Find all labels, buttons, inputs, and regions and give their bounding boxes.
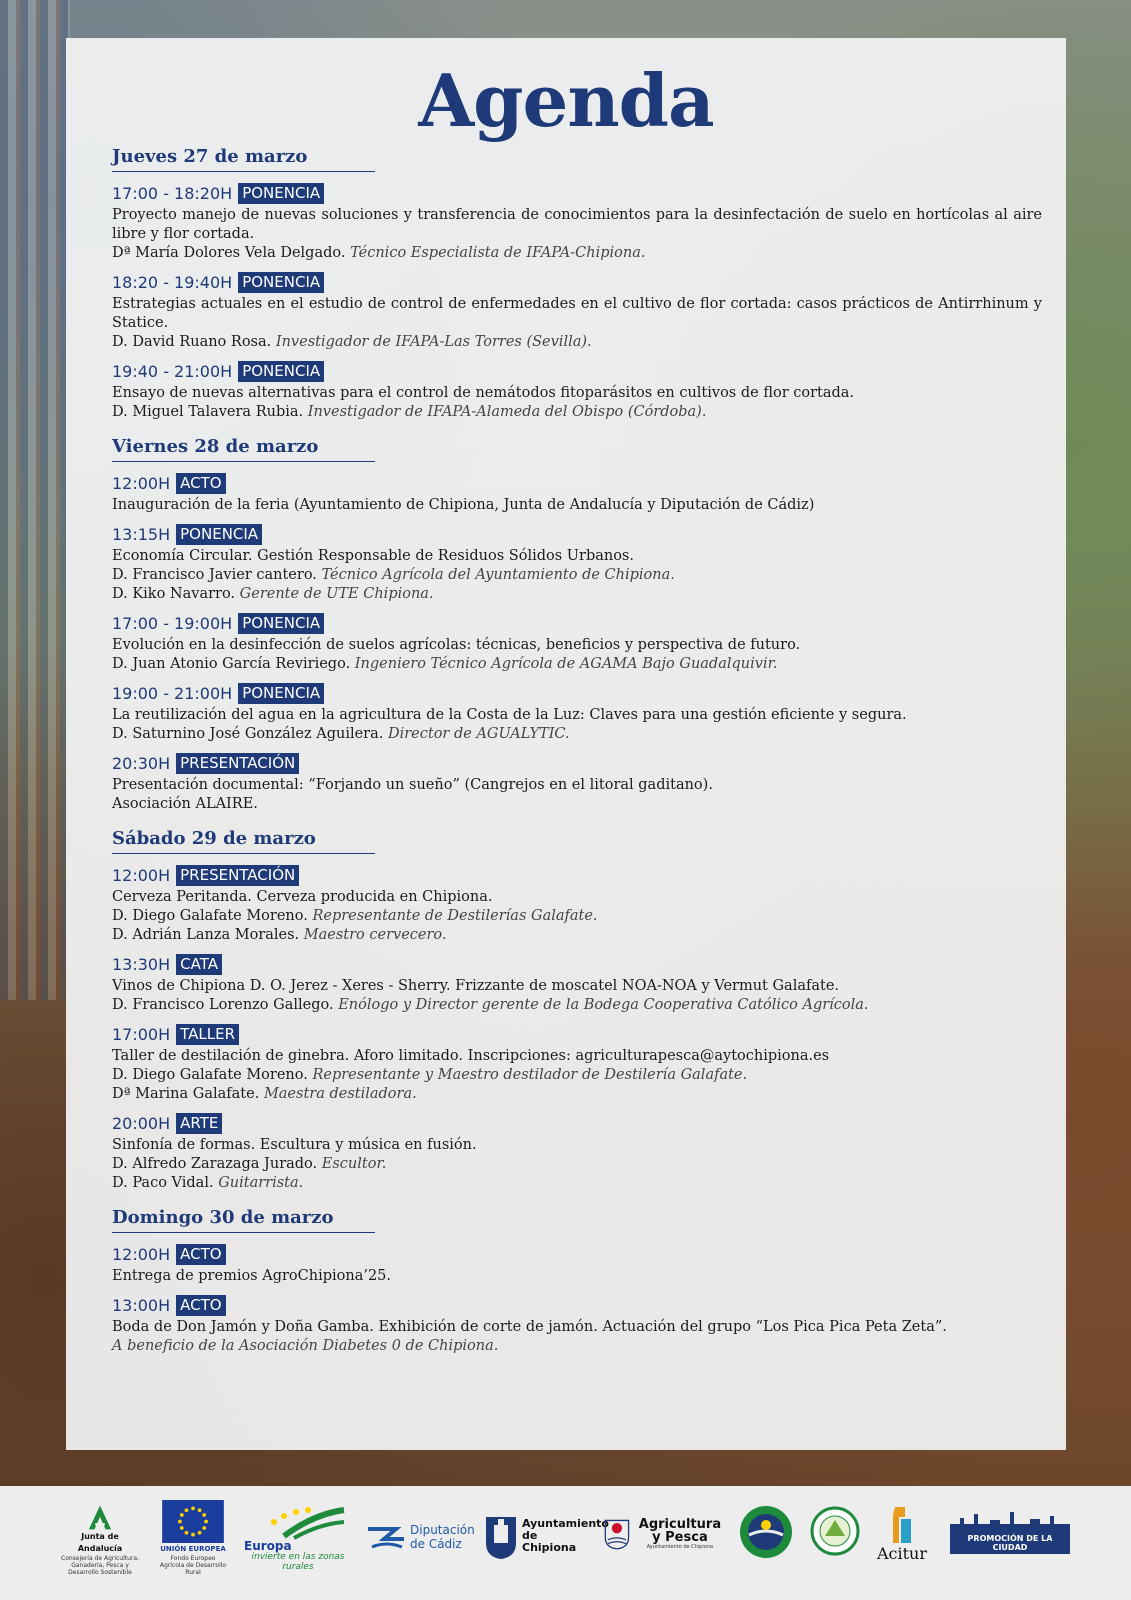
event-speaker [112, 926, 1042, 945]
agenda-event [112, 1243, 1042, 1286]
agenda-event [112, 1112, 1042, 1193]
line-text: Asociación ALAIRE. [112, 796, 258, 812]
event-time: 20:30H [112, 753, 171, 773]
speaker-role: Gerente de UTE Chipiona. [239, 586, 434, 602]
line-text: Vinos de Chipiona D. O. Jerez - Xeres - Sherry. Frizzante de moscatel NOA-NOA y Vermut Galafate. [112, 978, 840, 994]
event-header [112, 360, 1042, 382]
eu-flag-icon [160, 1500, 226, 1543]
event-description [112, 547, 1042, 566]
event-header [112, 472, 1042, 494]
event-type-badge: CATA [176, 954, 222, 975]
union-europea-logo: UNIÓN EUROPEA Fondo Europeo Agrícola de Desarrollo Rural [158, 1500, 228, 1576]
acitur-figure-icon [887, 1505, 917, 1545]
chipiona-calidad-seal-icon [739, 1505, 793, 1559]
event-description [112, 888, 1042, 907]
event-header [112, 752, 1042, 774]
event-speaker [112, 244, 1042, 263]
day-section [112, 828, 1042, 1193]
agenda-content [112, 146, 1042, 1364]
speaker-role: Investigador de IFAPA-Las Torres (Sevilla). [275, 334, 592, 350]
speaker-role: Escultor. [321, 1156, 387, 1172]
line-text: Economía Circular. Gestión Responsable de Residuos Sólidos Urbanos. [112, 548, 634, 564]
event-description [112, 1136, 1042, 1155]
ayuntamiento-chipiona-logo: Ayuntamiento de Chipiona [484, 1506, 594, 1566]
day-title: Viernes 28 de marzo [112, 436, 375, 462]
europa-invierte-logo: Europa invierte en las zonas rurales [244, 1504, 352, 1574]
event-header [112, 1243, 1042, 1265]
agricultura-pesca-logo: Agricultura y Pesca Ayuntamiento de Chipiona [604, 1504, 726, 1564]
event-speaker [112, 795, 1042, 814]
agenda-card [66, 38, 1066, 1450]
event-speaker [112, 725, 1042, 744]
line-text: Sinfonía de formas. Escultura y música en fusión. [112, 1137, 477, 1153]
event-header [112, 523, 1042, 545]
event-type-badge: PRESENTACIÓN [176, 753, 299, 774]
page-title: Agenda [418, 58, 714, 143]
event-description [112, 776, 1042, 795]
line-text: Taller de destilación de ginebra. Aforo limitado. Inscripciones: agriculturapesca@aytochipiona.es [112, 1048, 830, 1064]
event-speaker [112, 585, 1042, 604]
background-photo [0, 0, 70, 1000]
event-time: 12:00H [112, 1244, 171, 1264]
europa-swoosh-icon [244, 1506, 348, 1540]
event-time: 13:00H [112, 1295, 171, 1315]
event-description [112, 1047, 1042, 1066]
event-time: 19:40 - 21:00H [112, 361, 233, 381]
event-time: 17:00 - 18:20H [112, 183, 233, 203]
line-text: Proyecto manejo de nuevas soluciones y transferencia de conocimientos para la desinfectación de suelo en hortícolas al aire libre y flor cortada. [112, 207, 1042, 242]
event-speaker [112, 655, 1042, 674]
agenda-event [112, 682, 1042, 744]
event-header [112, 1023, 1042, 1045]
junta-andalucia-logo: Junta de Andalucía Consejería de Agricultura, Ganadería, Pesca y Desarrollo Sostenible [60, 1504, 140, 1576]
event-speaker [112, 1066, 1042, 1085]
event-description [112, 496, 1042, 515]
event-type-badge: PONENCIA [238, 183, 324, 204]
agenda-event [112, 1023, 1042, 1104]
line-text: Boda de Don Jamón y Doña Gamba. Exhibición de corte de jamón. Actuación del grupo “Los Pica Pica Peta Zeta”. [112, 1319, 947, 1335]
speaker-role: Maestra destiladora. [263, 1086, 417, 1102]
line-text: Ensayo de nuevas alternativas para el control de nemátodos fitoparásitos en cultivos de flor cortada. [112, 385, 855, 401]
event-time: 13:15H [112, 524, 171, 544]
speaker-role: Enólogo y Director gerente de la Bodega Cooperativa Católico Agrícola. [338, 997, 869, 1013]
line-text: Dª María Dolores Vela Delgado. [112, 245, 346, 261]
promocion-ciudad-logo: PROMOCIÓN DE LA CIUDAD [948, 1510, 1072, 1554]
day-section [112, 436, 1042, 814]
line-text: Presentación documental: “Forjando un sueño” (Cangrejos en el litoral gaditano). [112, 777, 713, 793]
speaker-role: Guitarrista. [218, 1175, 304, 1191]
agenda-event [112, 752, 1042, 814]
speaker-role: Representante de Destilerías Galafate. [312, 908, 598, 924]
city-skyline-icon [950, 1510, 1070, 1532]
diputacion-cadiz-logo: Diputación de Cádiz [365, 1512, 475, 1562]
event-type-badge: PONENCIA [238, 683, 324, 704]
event-speaker [112, 403, 1042, 422]
event-header [112, 1112, 1042, 1134]
chipiona-calidad-logo [738, 1504, 794, 1560]
line-text: D. Adrián Lanza Morales. [112, 927, 300, 943]
line-text: Inauguración de la feria (Ayuntamiento de Chipiona, Junta de Andalucía y Diputación de Cádiz) [112, 497, 815, 513]
event-description [112, 295, 1042, 333]
line-text: D. Saturnino José González Aguilera. [112, 726, 384, 742]
event-time: 17:00 - 19:00H [112, 613, 233, 633]
event-type-badge: PRESENTACIÓN [176, 865, 299, 886]
event-description [112, 706, 1042, 725]
event-header [112, 682, 1042, 704]
speaker-role: Técnico Especialista de IFAPA-Chipiona. [350, 245, 646, 261]
event-speaker [112, 1155, 1042, 1174]
event-time: 12:00H [112, 865, 171, 885]
event-type-badge: PONENCIA [238, 613, 324, 634]
line-text: D. Paco Vidal. [112, 1175, 214, 1191]
event-type-badge: PONENCIA [176, 524, 262, 545]
line-text: D. Diego Galafate Moreno. [112, 1067, 308, 1083]
event-header [112, 953, 1042, 975]
speaker-role: Ingeniero Técnico Agrícola de AGAMA Bajo Guadalquivir. [354, 656, 778, 672]
line-text: D. Kiko Navarro. [112, 586, 236, 602]
line-text: Evolución en la desinfección de suelos agrícolas: técnicas, beneficios y perspectiva de futuro. [112, 637, 801, 653]
speaker-role: Director de AGUALYTIC. [387, 726, 570, 742]
agricultura-pesca-icon [604, 1509, 630, 1559]
event-time: 17:00H [112, 1024, 171, 1044]
line-text: Estrategias actuales en el estudio de control de enfermedades en el cultivo de flor cortada: casos prácticos de Antirrhinum y Statice. [112, 296, 1042, 331]
speaker-role: A beneficio de la Asociación Diabetes 0 de Chipiona. [112, 1338, 499, 1354]
chipiona-shield-icon [484, 1511, 518, 1561]
day-section [112, 1207, 1042, 1356]
event-speaker [112, 566, 1042, 585]
event-time: 19:00 - 21:00H [112, 683, 233, 703]
event-description [112, 1318, 1042, 1337]
line-text: D. Juan Atonio García Reviriego. [112, 656, 351, 672]
speaker-role: Representante y Maestro destilador de Destilería Galafate. [312, 1067, 748, 1083]
event-time: 18:20 - 19:40H [112, 272, 233, 292]
event-speaker [112, 996, 1042, 1015]
event-type-badge: ACTO [176, 1244, 225, 1265]
line-text: D. Francisco Javier cantero. [112, 567, 317, 583]
event-description [112, 384, 1042, 403]
speaker-role: Investigador de IFAPA-Alameda del Obispo (Córdoba). [307, 404, 707, 420]
event-time: 13:30H [112, 954, 171, 974]
event-type-badge: ACTO [176, 473, 225, 494]
event-type-badge: PONENCIA [238, 361, 324, 382]
event-description [112, 977, 1042, 996]
day-title: Domingo 30 de marzo [112, 1207, 375, 1233]
agenda-event [112, 271, 1042, 352]
line-text: D. Alfredo Zarazaga Jurado. [112, 1156, 318, 1172]
event-type-badge: ACTO [176, 1295, 225, 1316]
event-type-badge: ARTE [176, 1113, 222, 1134]
event-description [112, 206, 1042, 244]
event-speaker [112, 907, 1042, 926]
event-speaker [112, 1337, 1042, 1356]
event-speaker [112, 333, 1042, 352]
green-seal-logo [808, 1504, 862, 1558]
diputacion-wave-icon [366, 1523, 406, 1551]
line-text: La reutilización del agua en la agricultura de la Costa de la Luz: Claves para una gestión eficiente y segura. [112, 707, 907, 723]
event-type-badge: TALLER [176, 1024, 239, 1045]
event-description [112, 636, 1042, 655]
acitur-logo: Acitur [872, 1498, 932, 1570]
line-text: D. Diego Galafate Moreno. [112, 908, 308, 924]
agenda-event [112, 612, 1042, 674]
line-text: Dª Marina Galafate. [112, 1086, 260, 1102]
event-type-badge: PONENCIA [238, 272, 324, 293]
event-header [112, 271, 1042, 293]
line-text: Entrega de premios AgroChipiona’25. [112, 1268, 392, 1284]
event-speaker [112, 1085, 1042, 1104]
agenda-event [112, 523, 1042, 604]
agenda-event [112, 953, 1042, 1015]
event-header [112, 612, 1042, 634]
line-text: D. Miguel Talavera Rubia. [112, 404, 304, 420]
event-time: 12:00H [112, 473, 171, 493]
green-seal-icon [810, 1506, 860, 1556]
day-title: Sábado 29 de marzo [112, 828, 375, 854]
event-header [112, 864, 1042, 886]
speaker-role: Maestro cervecero. [303, 927, 447, 943]
agenda-event [112, 864, 1042, 945]
agenda-event [112, 182, 1042, 263]
event-time: 20:00H [112, 1113, 171, 1133]
day-title: Jueves 27 de marzo [112, 146, 375, 172]
sponsor-footer [0, 1486, 1131, 1600]
event-description [112, 1267, 1042, 1286]
day-section [112, 146, 1042, 422]
line-text: Cerveza Peritanda. Cerveza producida en Chipiona. [112, 889, 493, 905]
line-text: D. Francisco Lorenzo Gallego. [112, 997, 334, 1013]
line-text: D. David Ruano Rosa. [112, 334, 272, 350]
agenda-event [112, 1294, 1042, 1356]
junta-andalucia-icon [80, 1504, 120, 1531]
speaker-role: Técnico Agrícola del Ayuntamiento de Chipiona. [321, 567, 675, 583]
event-header [112, 1294, 1042, 1316]
event-header [112, 182, 1042, 204]
agenda-event [112, 360, 1042, 422]
event-speaker [112, 1174, 1042, 1193]
agenda-event [112, 472, 1042, 515]
